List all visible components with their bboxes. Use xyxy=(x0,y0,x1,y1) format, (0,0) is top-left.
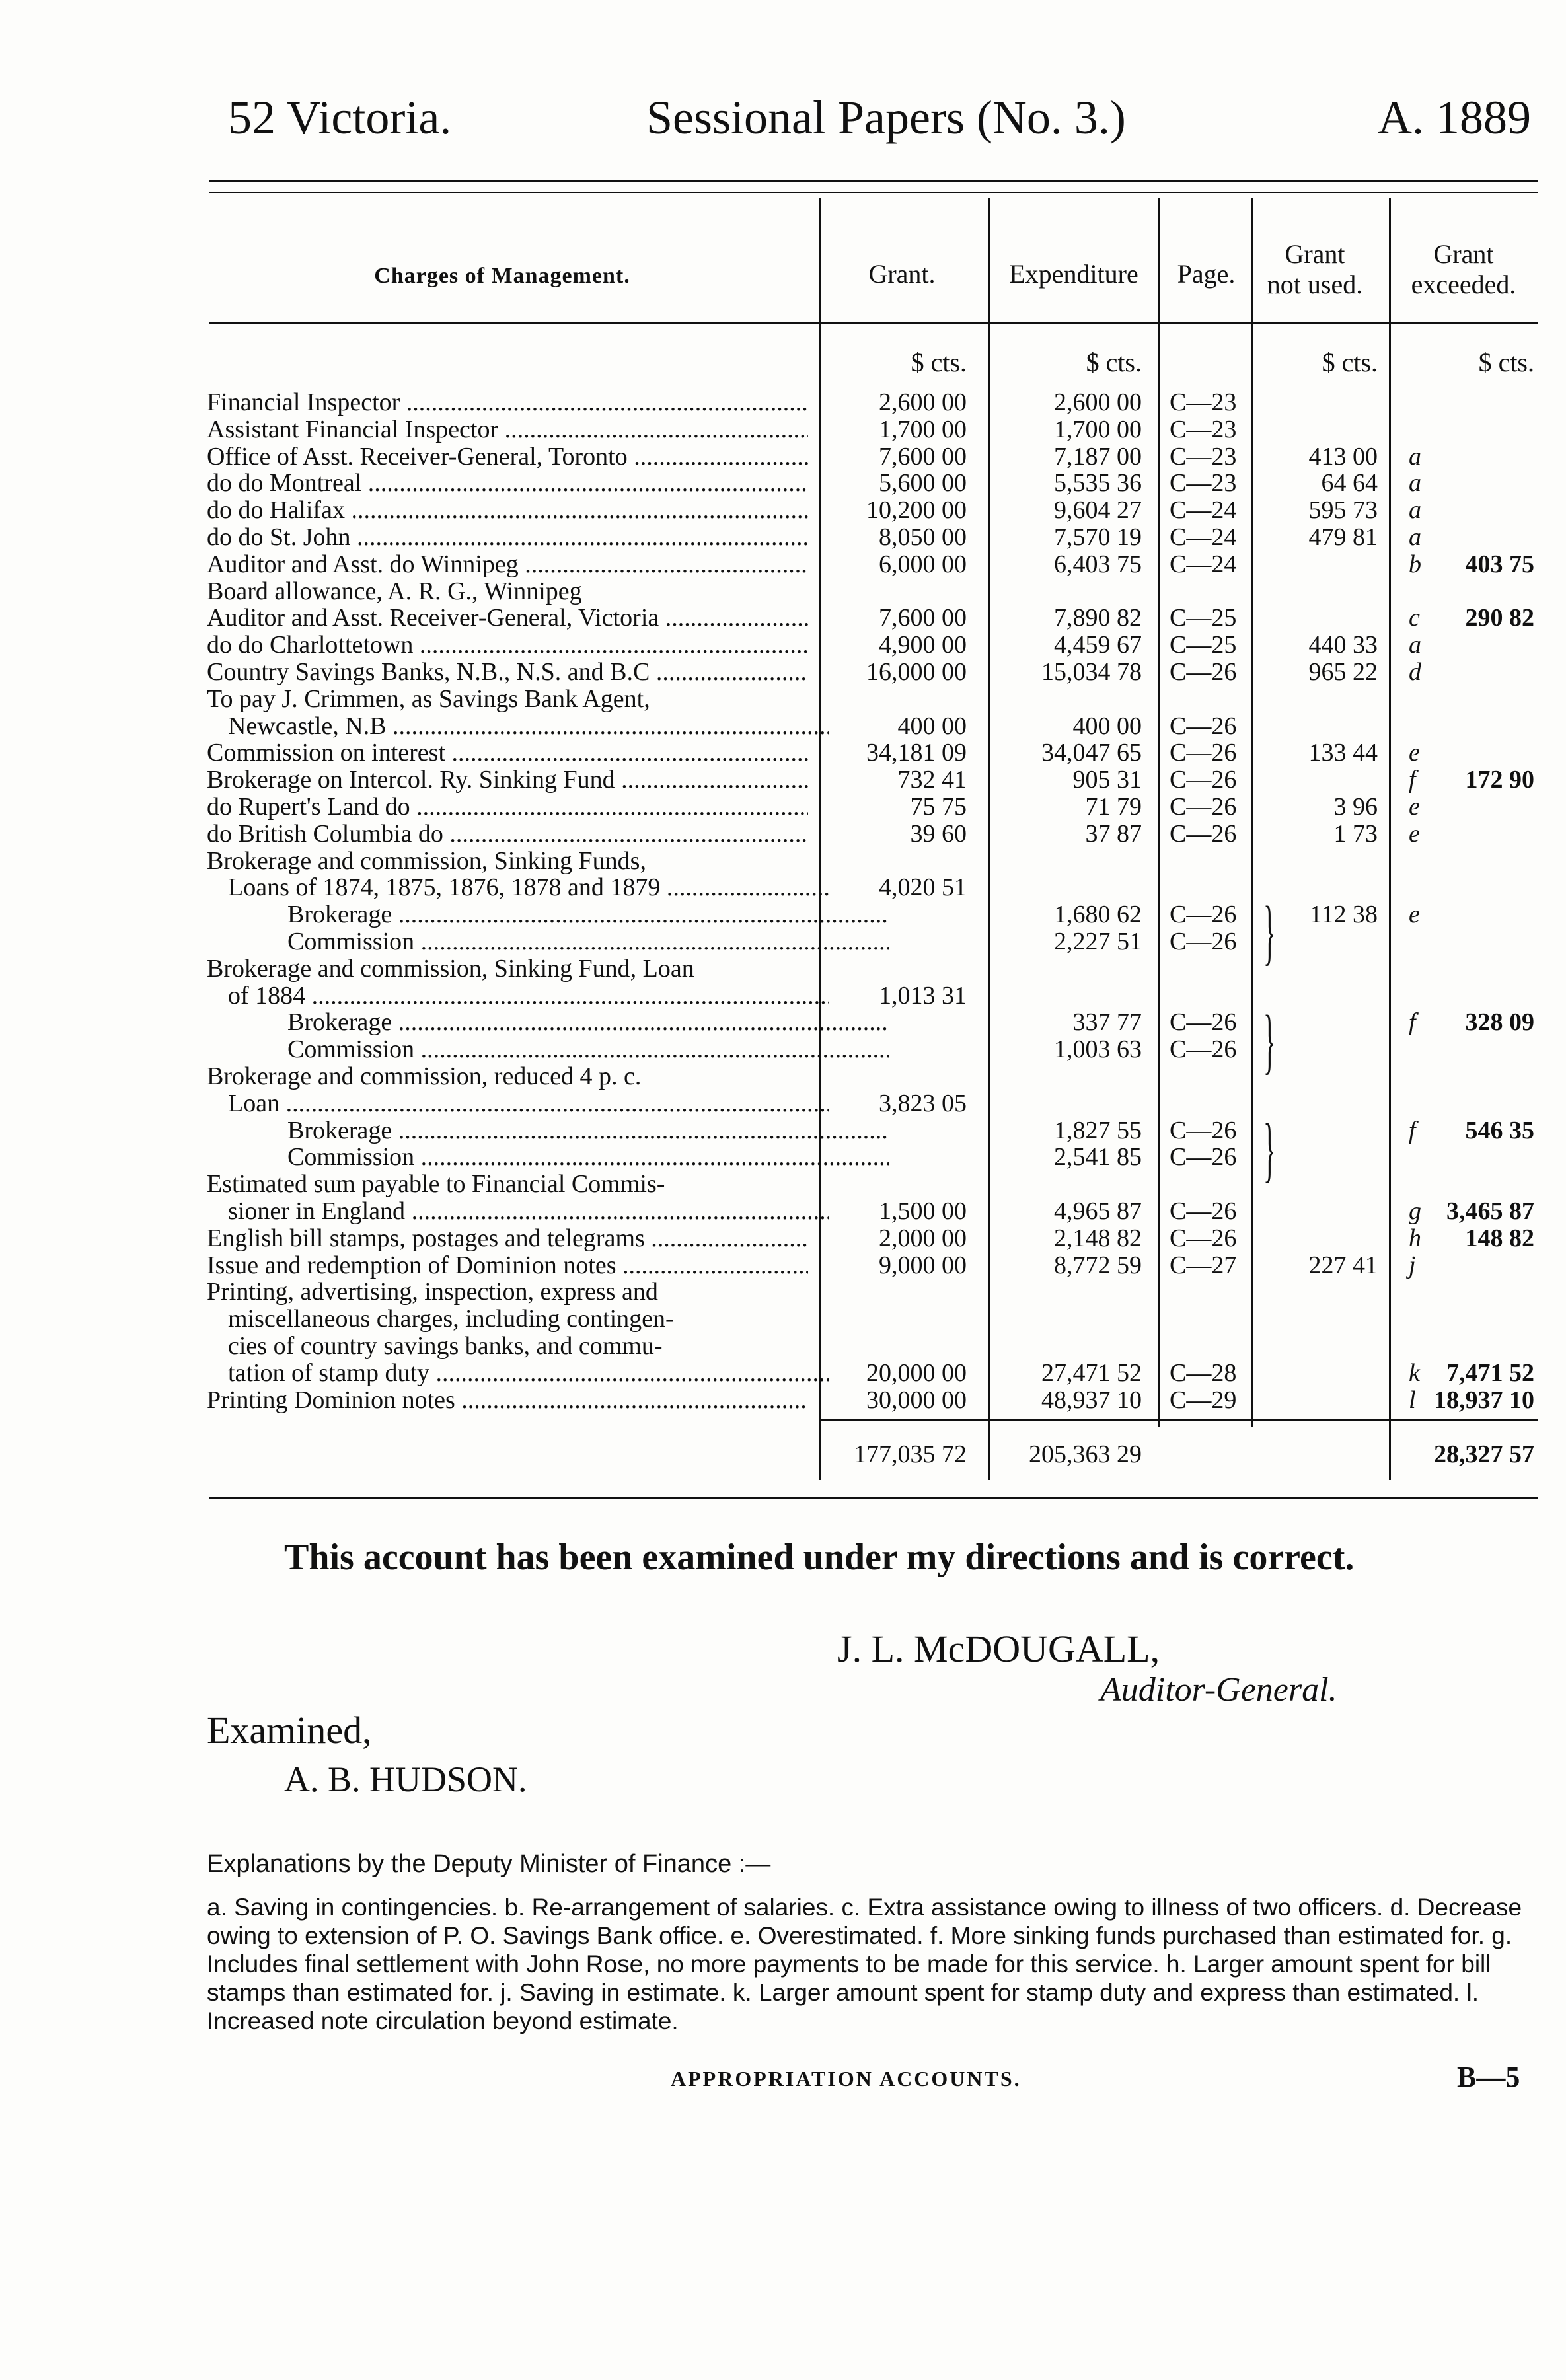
row-grant: 4,900 00 xyxy=(879,631,967,659)
row-grant-not-used: 64 64 xyxy=(1321,469,1378,497)
row-description: Office of Asst. Receiver-General, Toronto ..... xyxy=(207,443,808,470)
row-note-letter: e xyxy=(1409,739,1420,766)
row-grant: 732 41 xyxy=(897,766,967,794)
total-grant: 177,035 72 xyxy=(854,1440,967,1468)
row-description: Brokerage ..... xyxy=(287,1117,889,1144)
row-description: tation of stamp duty ..... xyxy=(228,1359,829,1387)
row-grant: 16,000 00 xyxy=(866,658,967,686)
row-grant: 400 00 xyxy=(897,712,967,740)
row-description: Commission ..... xyxy=(287,1143,889,1171)
row-note-letter: d xyxy=(1409,658,1421,686)
row-note-letter: k xyxy=(1409,1359,1420,1387)
row-note-letter: f xyxy=(1409,1008,1416,1036)
row-description: Commission ..... xyxy=(287,1035,889,1063)
table-row xyxy=(0,389,1566,416)
table-row xyxy=(0,496,1566,524)
row-page: C—26 xyxy=(1170,1197,1237,1225)
table-row xyxy=(0,1251,1566,1279)
row-expenditure: 4,459 67 xyxy=(1054,631,1142,659)
row-grant: 2,600 00 xyxy=(879,389,967,416)
table-row xyxy=(0,1035,1566,1063)
row-grant-exceeded: 290 82 xyxy=(1465,604,1534,632)
row-grant: 3,823 05 xyxy=(879,1090,967,1117)
header-rule-top xyxy=(209,180,1538,182)
row-note-letter: b xyxy=(1409,550,1421,578)
row-page: C—25 xyxy=(1170,631,1237,659)
row-note-letter: c xyxy=(1409,604,1420,632)
explanations-heading: Explanations by the Deputy Minister of Finance :— xyxy=(207,1850,771,1878)
row-description: miscellaneous charges, including contingen- xyxy=(228,1305,674,1333)
row-expenditure: 2,227 51 xyxy=(1054,928,1142,955)
row-description: do do St. John ..... xyxy=(207,523,808,551)
totals-rule xyxy=(819,1419,1538,1421)
totals-row xyxy=(0,1440,1566,1468)
table-row xyxy=(0,1117,1566,1144)
row-description: Newcastle, N.B ..... xyxy=(228,712,829,740)
column-charges: Charges of Management. xyxy=(374,264,630,288)
row-page: C—26 xyxy=(1170,739,1237,766)
row-description: Commission ..... xyxy=(287,928,889,955)
row-description: Loans of 1874, 1875, 1876, 1878 and 1879 ..... xyxy=(228,874,829,901)
column-grant-not-used-line1: Grant xyxy=(1285,239,1345,269)
row-expenditure: 5,535 36 xyxy=(1054,469,1142,497)
table-row xyxy=(0,739,1566,766)
row-note-letter: e xyxy=(1409,820,1420,848)
row-page: C—26 xyxy=(1170,793,1237,821)
row-page: C—26 xyxy=(1170,658,1237,686)
row-grant-not-used: 595 73 xyxy=(1308,496,1378,524)
table-row xyxy=(0,1278,1566,1306)
signatory-title: Auditor-General. xyxy=(1100,1671,1337,1709)
unit-exceeded: $ cts. xyxy=(1478,348,1534,377)
column-grant-exceeded-line2: exceeded. xyxy=(1411,270,1516,299)
row-description: Loan ..... xyxy=(228,1090,829,1117)
row-page: C—26 xyxy=(1170,766,1237,794)
footer-page-number: B—5 xyxy=(1457,2061,1520,2093)
row-page: C—25 xyxy=(1170,604,1237,632)
table-row xyxy=(0,550,1566,578)
table-row xyxy=(0,443,1566,470)
row-page: C—26 xyxy=(1170,1008,1237,1036)
column-heading-rule xyxy=(209,322,1538,324)
table-row xyxy=(0,469,1566,497)
row-page: C—24 xyxy=(1170,550,1237,578)
row-description: To pay J. Crimmen, as Savings Bank Agent, xyxy=(207,685,650,713)
row-note-letter: e xyxy=(1409,793,1420,821)
row-expenditure: 9,604 27 xyxy=(1054,496,1142,524)
table-row xyxy=(0,901,1566,928)
row-description: Brokerage and commission, reduced 4 p. c. xyxy=(207,1062,642,1090)
table-row xyxy=(0,1197,1566,1225)
row-grant-exceeded: 18,937 10 xyxy=(1434,1386,1534,1414)
row-grant-not-used: 479 81 xyxy=(1308,523,1378,551)
row-note-letter: f xyxy=(1409,1117,1416,1144)
table-row xyxy=(0,766,1566,794)
signatory-name: J. L. McDOUGALL, xyxy=(837,1627,1160,1670)
header-rule-second xyxy=(209,192,1538,193)
row-grant-not-used: 3 96 xyxy=(1333,793,1378,821)
row-note-letter: a xyxy=(1409,469,1421,497)
table-row xyxy=(0,1386,1566,1414)
row-page: C—23 xyxy=(1170,416,1237,443)
explanations-text: a. Saving in contingencies. b. Re-arrangement of salaries. c. Extra assistance owing to illness of two officers. d. Decrease owing to extension of P. O. Savings Bank office. e. Overestimated. f. More sinking funds purchased than estimated for. g. Includes final settlement with John Rose, no more payments to be made for this service. h. Larger amount spent for bill stamps than estimated for. j. Saving in estimate. k. Larger amount spent for stamp duty and express than estimated. l. Increased note circulation beyond estimate. xyxy=(207,1894,1522,2034)
row-grant-exceeded: 172 90 xyxy=(1465,766,1534,794)
row-description: Printing, advertising, inspection, express and xyxy=(207,1278,658,1306)
row-note-letter: e xyxy=(1409,901,1420,928)
table-row xyxy=(0,1305,1566,1333)
table-row xyxy=(0,1359,1566,1387)
table-row xyxy=(0,523,1566,551)
row-expenditure: 1,827 55 xyxy=(1054,1117,1142,1144)
column-grant-not-used-line2: not used. xyxy=(1267,270,1363,299)
row-description: Financial Inspector ..... xyxy=(207,389,808,416)
row-expenditure: 48,937 10 xyxy=(1041,1386,1142,1414)
explanations-body xyxy=(207,1893,1535,2035)
row-page: C—26 xyxy=(1170,901,1237,928)
row-grant-not-used: 1 73 xyxy=(1333,820,1378,848)
row-grant: 34,181 09 xyxy=(866,739,967,766)
row-expenditure: 1,003 63 xyxy=(1054,1035,1142,1063)
row-expenditure: 8,772 59 xyxy=(1054,1251,1142,1279)
row-note-letter: a xyxy=(1409,523,1421,551)
row-page: C—26 xyxy=(1170,820,1237,848)
row-description: Brokerage and commission, Sinking Fund, Loan xyxy=(207,955,694,983)
row-description: do British Columbia do ..... xyxy=(207,820,808,848)
row-grant-exceeded: 148 82 xyxy=(1465,1224,1534,1252)
certification-text: This account has been examined under my directions and is correct. xyxy=(284,1537,1355,1578)
column-grant-exceeded-line1: Grant xyxy=(1433,239,1494,269)
row-description: Commission on interest ..... xyxy=(207,739,808,766)
row-expenditure: 2,148 82 xyxy=(1054,1224,1142,1252)
row-grant-not-used: 227 41 xyxy=(1308,1251,1378,1279)
row-grant-not-used: 440 33 xyxy=(1308,631,1378,659)
row-note-letter: f xyxy=(1409,766,1416,794)
row-grant-exceeded: 3,465 87 xyxy=(1446,1197,1534,1225)
row-page: C—27 xyxy=(1170,1251,1237,1279)
row-note-letter: a xyxy=(1409,631,1421,659)
row-grant: 20,000 00 xyxy=(866,1359,967,1387)
row-expenditure: 15,034 78 xyxy=(1041,658,1142,686)
row-grant-not-used: 112 38 xyxy=(1309,901,1378,928)
bottom-rule xyxy=(209,1497,1538,1499)
row-expenditure: 4,965 87 xyxy=(1054,1197,1142,1225)
row-expenditure: 34,047 65 xyxy=(1041,739,1142,766)
table-row xyxy=(0,1143,1566,1171)
row-page: C—24 xyxy=(1170,523,1237,551)
table-row xyxy=(0,1090,1566,1117)
row-grant: 8,050 00 xyxy=(879,523,967,551)
table-row xyxy=(0,847,1566,875)
column-expenditure: Expenditure xyxy=(1009,259,1138,289)
row-expenditure: 37 87 xyxy=(1085,820,1142,848)
row-grant: 7,600 00 xyxy=(879,443,967,470)
column-grant: Grant. xyxy=(868,259,936,289)
table-row xyxy=(0,982,1566,1010)
table-row xyxy=(0,658,1566,686)
table-row xyxy=(0,631,1566,659)
row-grant: 6,000 00 xyxy=(879,550,967,578)
row-page: C—23 xyxy=(1170,469,1237,497)
table-row xyxy=(0,1332,1566,1360)
row-page: C—26 xyxy=(1170,1224,1237,1252)
row-grant-exceeded: 328 09 xyxy=(1465,1008,1534,1036)
row-description: do do Halifax ..... xyxy=(207,496,808,524)
row-grant: 75 75 xyxy=(910,793,967,821)
row-description: Country Savings Banks, N.B., N.S. and B.C ..... xyxy=(207,658,808,686)
row-description: Brokerage ..... xyxy=(287,1008,889,1036)
row-grant-exceeded: 7,471 52 xyxy=(1446,1359,1534,1387)
row-grant: 5,600 00 xyxy=(879,469,967,497)
row-expenditure: 7,187 00 xyxy=(1054,443,1142,470)
row-expenditure: 6,403 75 xyxy=(1054,550,1142,578)
row-note-letter: a xyxy=(1409,496,1421,524)
row-page: C—26 xyxy=(1170,1035,1237,1063)
row-grant: 1,700 00 xyxy=(879,416,967,443)
row-note-letter: a xyxy=(1409,443,1421,470)
header-center: Sessional Papers (No. 3.) xyxy=(646,91,1126,144)
row-description: cies of country savings banks, and commu- xyxy=(228,1332,663,1360)
row-page: C—29 xyxy=(1170,1386,1237,1414)
row-grant: 39 60 xyxy=(910,820,967,848)
row-description: do Rupert's Land do ..... xyxy=(207,793,808,821)
row-expenditure: 7,570 19 xyxy=(1054,523,1142,551)
row-page: C—26 xyxy=(1170,1117,1237,1144)
row-grant: 1,500 00 xyxy=(879,1197,967,1225)
brace-group-2: } xyxy=(1263,1000,1276,1081)
brace-group-1: } xyxy=(1263,891,1276,972)
examiner-name: A. B. HUDSON. xyxy=(284,1760,527,1799)
row-description: Brokerage and commission, Sinking Funds, xyxy=(207,847,646,875)
row-expenditure: 337 77 xyxy=(1072,1008,1142,1036)
row-page: C—23 xyxy=(1170,443,1237,470)
row-grant: 30,000 00 xyxy=(866,1386,967,1414)
row-grant: 2,000 00 xyxy=(879,1224,967,1252)
row-page: C—26 xyxy=(1170,712,1237,740)
table-row xyxy=(0,1062,1566,1090)
row-grant: 10,200 00 xyxy=(866,496,967,524)
row-page: C—26 xyxy=(1170,1143,1237,1171)
row-note-letter: l xyxy=(1409,1386,1416,1414)
row-note-letter: j xyxy=(1409,1251,1416,1279)
examined-label: Examined, xyxy=(207,1709,372,1752)
table-row xyxy=(0,1008,1566,1036)
total-exceeded: 28,327 57 xyxy=(1434,1440,1534,1468)
row-description: Assistant Financial Inspector ..... xyxy=(207,416,808,443)
row-grant-not-used: 965 22 xyxy=(1308,658,1378,686)
row-note-letter: g xyxy=(1409,1197,1421,1225)
header-right: A. 1889 xyxy=(1378,91,1531,144)
table-row xyxy=(0,604,1566,632)
total-expenditure: 205,363 29 xyxy=(1029,1440,1142,1468)
table-row xyxy=(0,874,1566,901)
row-page: C—24 xyxy=(1170,496,1237,524)
row-grant-not-used: 413 00 xyxy=(1308,443,1378,470)
row-note-letter: h xyxy=(1409,1224,1421,1252)
row-expenditure: 2,600 00 xyxy=(1054,389,1142,416)
row-expenditure: 71 79 xyxy=(1085,793,1142,821)
row-grant: 1,013 31 xyxy=(879,982,967,1010)
row-page: C—23 xyxy=(1170,389,1237,416)
row-expenditure: 2,541 85 xyxy=(1054,1143,1142,1171)
row-description: Brokerage ..... xyxy=(287,901,889,928)
row-description: Printing Dominion notes ..... xyxy=(207,1386,808,1414)
row-description: Estimated sum payable to Financial Commis- xyxy=(207,1170,665,1198)
row-grant: 7,600 00 xyxy=(879,604,967,632)
table-row xyxy=(0,955,1566,983)
row-grant-exceeded: 403 75 xyxy=(1465,550,1534,578)
row-grant: 9,000 00 xyxy=(879,1251,967,1279)
row-grant: 4,020 51 xyxy=(879,874,967,901)
row-expenditure: 1,680 62 xyxy=(1054,901,1142,928)
table-row xyxy=(0,577,1566,605)
row-grant-not-used: 133 44 xyxy=(1308,739,1378,766)
unit-not-used: $ cts. xyxy=(1322,348,1378,377)
row-grant-exceeded: 546 35 xyxy=(1465,1117,1534,1144)
table-row xyxy=(0,416,1566,443)
row-description: Board allowance, A. R. G., Winnipeg xyxy=(207,577,582,605)
row-description: Issue and redemption of Dominion notes ..... xyxy=(207,1251,808,1279)
row-page: C—28 xyxy=(1170,1359,1237,1387)
row-description: Auditor and Asst. Receiver-General, Victoria ..... xyxy=(207,604,808,632)
table-row xyxy=(0,820,1566,848)
row-expenditure: 905 31 xyxy=(1072,766,1142,794)
table-row xyxy=(0,793,1566,821)
row-description: of 1884 ..... xyxy=(228,982,829,1010)
footer-title: APPROPRIATION ACCOUNTS. xyxy=(671,2067,1022,2091)
row-expenditure: 27,471 52 xyxy=(1041,1359,1142,1387)
row-description: Auditor and Asst. do Winnipeg ..... xyxy=(207,550,808,578)
row-expenditure: 1,700 00 xyxy=(1054,416,1142,443)
row-expenditure: 400 00 xyxy=(1072,712,1142,740)
row-description: do do Montreal ..... xyxy=(207,469,808,497)
row-description: English bill stamps, postages and telegrams ..... xyxy=(207,1224,808,1252)
row-description: Brokerage on Intercol. Ry. Sinking Fund ..... xyxy=(207,766,808,794)
table-row xyxy=(0,1224,1566,1252)
row-page: C—26 xyxy=(1170,928,1237,955)
row-description: sioner in England ..... xyxy=(228,1197,829,1225)
table-row xyxy=(0,685,1566,713)
column-page: Page. xyxy=(1177,259,1236,289)
unit-grant: $ cts. xyxy=(911,348,967,377)
header-left: 52 Victoria. xyxy=(228,91,452,144)
row-expenditure: 7,890 82 xyxy=(1054,604,1142,632)
table-row xyxy=(0,1170,1566,1198)
unit-expenditure: $ cts. xyxy=(1086,348,1142,377)
row-description: do do Charlottetown ..... xyxy=(207,631,808,659)
table-row xyxy=(0,928,1566,955)
brace-group-3: } xyxy=(1263,1109,1276,1189)
table-row xyxy=(0,712,1566,740)
